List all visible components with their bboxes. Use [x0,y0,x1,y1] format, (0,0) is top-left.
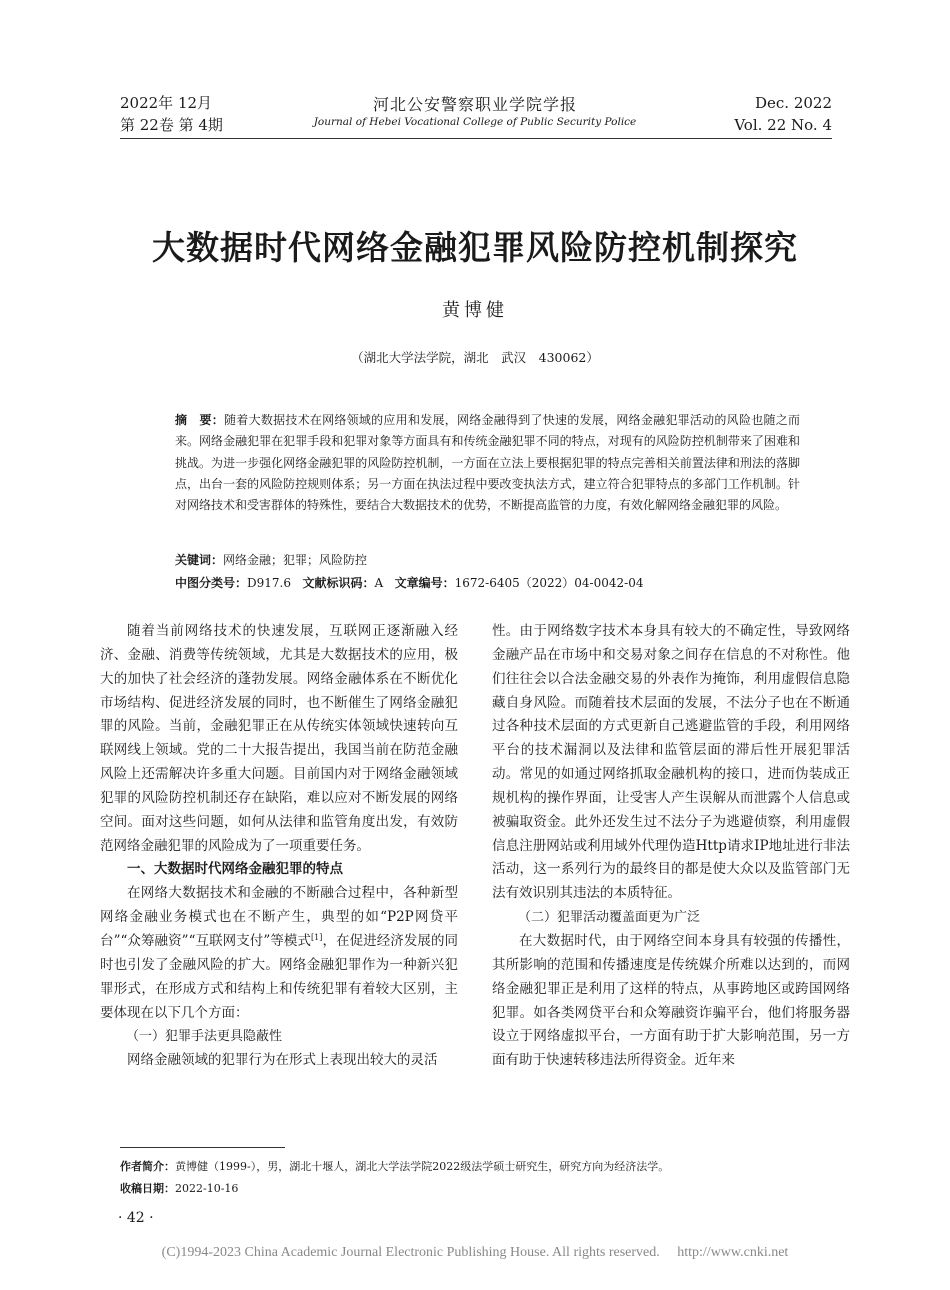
section-heading-1: 一、大数据时代网络金融犯罪的特点 [127,861,343,878]
article-author: 黄博健 [442,300,508,321]
paragraph-models-text-a: 在网络大数据技术和金融的不断融合过程中，各种新型网络金融业务模式也在不断产生，典型的如“P2P网贷平台”“众筹融资”“互联网支付”等模式 [100,885,458,949]
footnote-date-text: 2022-10-16 [175,1182,239,1195]
body-left-column [100,620,458,1073]
clc-label: 中图分类号： [175,576,248,590]
issue-volume: 第 22卷 第 4期 [120,116,223,134]
paragraph-models-text-b: ，在促进经济发展的同时也引发了金融风险的扩大。网络金融犯罪作为一种新兴犯罪形式，在形成方式和结构上和传统犯罪有着较大区别，主要体现在以下几个方面： [100,932,459,1021]
doc-code-label: 文献标识码： [302,576,375,590]
page-number: · 42 · [118,1210,154,1226]
keywords-label: 关键词： [175,553,224,567]
doc-code-value: A [374,576,384,590]
paragraph-coverage: 在大数据时代，由于网络空间本身具有较强的传播性，其所影响的范围和传播速度是传统媒介所难以达到的，而网络金融犯罪正是利用了这样的特点，从事跨地区或跨国网络犯罪。如各类网贷平台和众筹融资诈骗平台，他们将服务器设立于网络虚拟平台，一方面有助于扩大影响范围，另一方面有助于快速转移违法所得资金。近年来 [492,932,850,1069]
footnote-author-label: 作者简介： [120,1160,175,1173]
footnote-date-label: 收稿日期： [120,1182,175,1195]
citation-ref: [1] [311,932,323,942]
footnote-date [120,1179,238,1199]
journal-name-cn: 河北公安警察职业学院学报 [372,95,577,114]
abstract [175,410,800,516]
issue-volume-en: Vol. 22 No. 4 [734,116,832,134]
abstract-label: 摘 要： [175,413,225,427]
keywords-text: 网络金融；犯罪；风险防控 [223,553,368,567]
footnote-author [120,1157,669,1177]
journal-name-en: Journal of Hebei Vocational College of Public Security Police [313,116,637,128]
subsection-heading-1: （一）犯罪手法更具隐蔽性 [126,1029,283,1045]
footnote-author-text: 黄博健（1999-），男，湖北十堰人，湖北大学法学院2022级法学硕士研究生，研究方向为经济法学。 [175,1160,670,1173]
clc-value: D917.6 [247,576,291,590]
paragraph-concealment: 网络金融领域的犯罪行为在形式上表现出较大的灵活 [127,1052,438,1069]
article-no-label: 文章编号： [394,576,455,590]
body-right-column [492,620,850,1073]
paragraph-models [100,882,458,1025]
author-affiliation: （湖北大学法学院，湖北 武汉 430062） [351,350,599,365]
copyright-notice: (C)1994-2023 China Academic Journal Electronic Publishing House. All rights reserved. http://www.cnki.net [161,1245,789,1260]
article-title: 大数据时代网络金融犯罪风险防控机制探究 [152,228,798,267]
paragraph-intro: 随着当前网络技术的快速发展，互联网正逐渐融入经济、金融、消费等传统领域，尤其是大数据技术的应用，极大的加快了社会经济的蓬勃发展。网络金融体系在不断优化市场结构、促进经济发展的同时，也不断催生了网络金融犯罪的风险。当前，金融犯罪正在从传统实体领域快速转向互联网线上领域。党的二十大报告提出，我国当前在防范金融风险上还需解决许多重大问题。目前国内对于网络金融领域犯罪的风险防控机制还存在缺陷，难以应对不断发展的网络空间。面对这些问题，如何从法律和监管角度出发，有效防范网络金融犯罪的风险成为了一项重要任务。 [100,623,458,854]
issue-date: 2022年 12月 [120,94,213,112]
issue-date-en: Dec. 2022 [754,94,832,112]
article-no-value: 1672-6405（2022）04-0042-04 [454,576,644,590]
paragraph-concealment-cont: 性。由于网络数字技术本身具有较大的不确定性，导致网络金融产品在市场中和交易对象之间存在信息的不对称性。他们往往会以合法金融交易的外表作为掩饰，利用虚假信息隐藏自身风险。而随着技术层面的发展，不法分子也在不断通过各种技术层面的方式更新自己逃避监管的手段，利用网络平台的技术漏洞以及法律和监管层面的滞后性开展犯罪活动。常见的如通过网络抓取金融机构的接口，进而伪装成正规机构的操作界面，让受害人产生误解从而泄露个人信息或被骗取资金。此外还发生过不法分子为逃避侦察，利用虚假信息注册网站或利用域外代理伪造Http请求IP地址进行非法活动，这一系列行为的最终目的都是使大众以及监管部门无法有效识别其违法的本质特征。 [492,623,850,902]
subsection-heading-2: （二）犯罪活动覆盖面更为广泛 [518,910,701,926]
keywords [175,551,800,568]
classification-line [175,574,800,591]
header-rule [120,138,832,139]
abstract-text: 随着大数据技术在网络领域的应用和发展，网络金融得到了快速的发展，网络金融犯罪活动的风险也随之而来。网络金融犯罪在犯罪手段和犯罪对象等方面具有和传统金融犯罪不同的特点，对现有的风险防控机制带来了困难和挑战。为进一步强化网络金融犯罪的风险防控机制，一方面在立法上要根据犯罪的特点完善相关前置法律和刑法的落脚点，出台一套的风险防控规则体系；另一方面在执法过程中要改变执法方式，建立符合犯罪特点的多部门工作机制。针对网络技术和受害群体的特殊性，要结合大数据技术的优势，不断提高监管的力度，有效化解网络金融犯罪的风险。 [175,413,800,513]
footnote-rule [120,1147,285,1148]
